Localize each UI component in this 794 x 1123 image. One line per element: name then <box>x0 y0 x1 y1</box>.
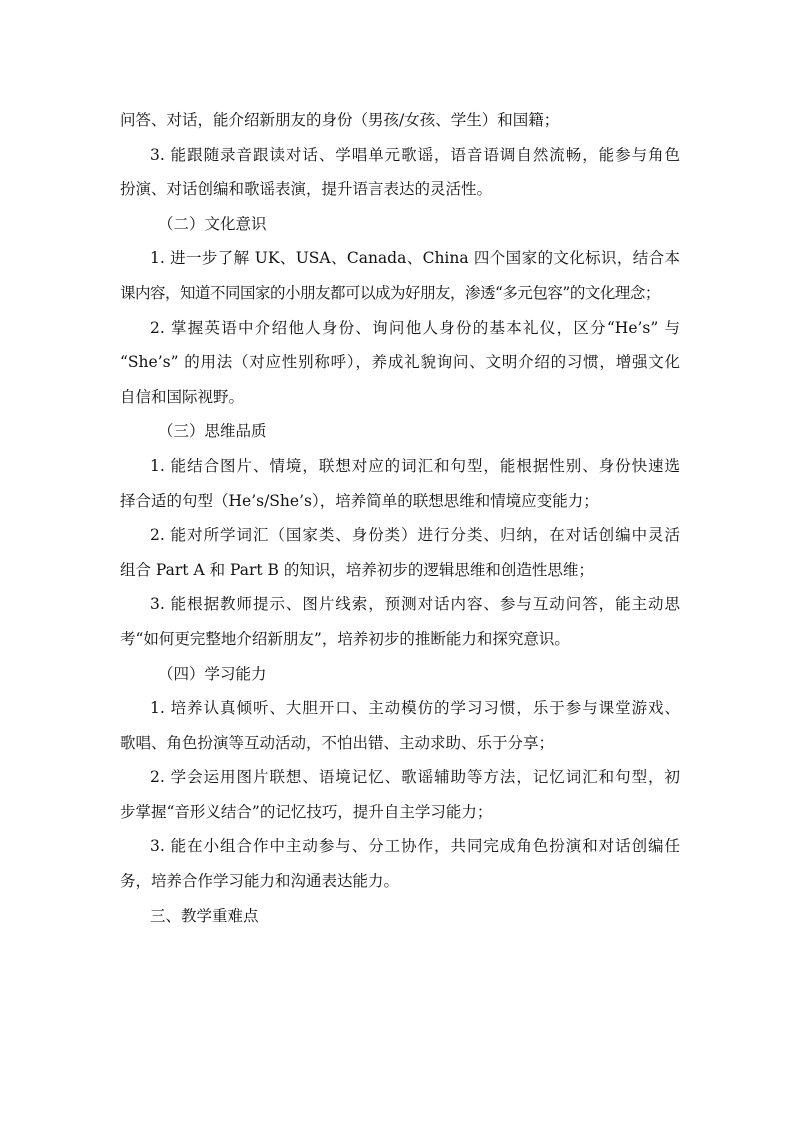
paragraph-line: 歌唱、角色扮演等互动活动，不怕出错、主动求助、乐于分享； <box>120 733 555 752</box>
paragraph-line: 课内容，知道不同国家的小朋友都可以成为好朋友，渗透“多元包容”的文化理念； <box>120 283 660 302</box>
paragraph-line: 扮演、对话创编和歌谣表演，提升语言表达的灵活性。 <box>120 180 493 199</box>
paragraph-line: 3. 能跟随录音跟读对话、学唱单元歌谣，语音语调自然流畅，能参与角色 <box>150 145 680 164</box>
paragraph-line: 考“如何更完整地介绍新朋友”，培养初步的推断能力和探究意识。 <box>120 629 570 648</box>
paragraph-line: 1. 能结合图片、情境，联想对应的词汇和句型，能根据性别、身份快速选 <box>150 456 680 475</box>
paragraph-line: “She’s” 的用法（对应性别称呼），养成礼貌询问、文明介绍的习惯，增强文化 <box>120 353 680 372</box>
paragraph-line: 1. 培养认真倾听、大胆开口、主动模仿的学习习惯，乐于参与课堂游戏、 <box>150 699 680 718</box>
paragraph-line: 3. 能在小组合作中主动参与、分工协作，共同完成角色扮演和对话创编任 <box>150 837 680 856</box>
paragraph-line: 自信和国际视野。 <box>120 387 245 406</box>
paragraph-line: 务，培养合作学习能力和沟通表达能力。 <box>120 872 400 891</box>
paragraph-line: 问答、对话，能介绍新朋友的身份（男孩/女孩、学生）和国籍； <box>120 111 560 129</box>
document-body <box>120 103 680 933</box>
section-heading-key-points: 三、教学重难点 <box>150 906 259 925</box>
paragraph-line: 择合适的句型（He’s/She’s），培养简单的联想思维和情境应变能力； <box>120 491 599 510</box>
section-heading-thinking: （三）思维品质 <box>158 422 267 441</box>
section-heading-learning: （四）学习能力 <box>158 664 267 683</box>
paragraph-line: 2. 能对所学词汇（国家类、身份类）进行分类、归纳，在对话创编中灵活 <box>150 526 680 545</box>
paragraph-line: 1. 进一步了解 UK、USA、Canada、China 四个国家的文化标识，结合本 <box>150 249 680 268</box>
paragraph-line: 2. 掌握英语中介绍他人身份、询问他人身份的基本礼仪，区分“He’s” 与 <box>150 318 680 337</box>
paragraph-line: 3. 能根据教师提示、图片线索，预测对话内容、参与互动问答，能主动思 <box>150 595 680 614</box>
paragraph-line: 组合 Part A 和 Part B 的知识，培养初步的逻辑思维和创造性思维； <box>120 560 594 579</box>
paragraph-line: 步掌握“音形义结合”的记忆技巧，提升自主学习能力； <box>120 802 493 821</box>
section-heading-culture: （二）文化意识 <box>158 214 267 233</box>
paragraph-line: 2. 学会运用图片联想、语境记忆、歌谣辅助等方法，记忆词汇和句型，初 <box>150 768 680 787</box>
